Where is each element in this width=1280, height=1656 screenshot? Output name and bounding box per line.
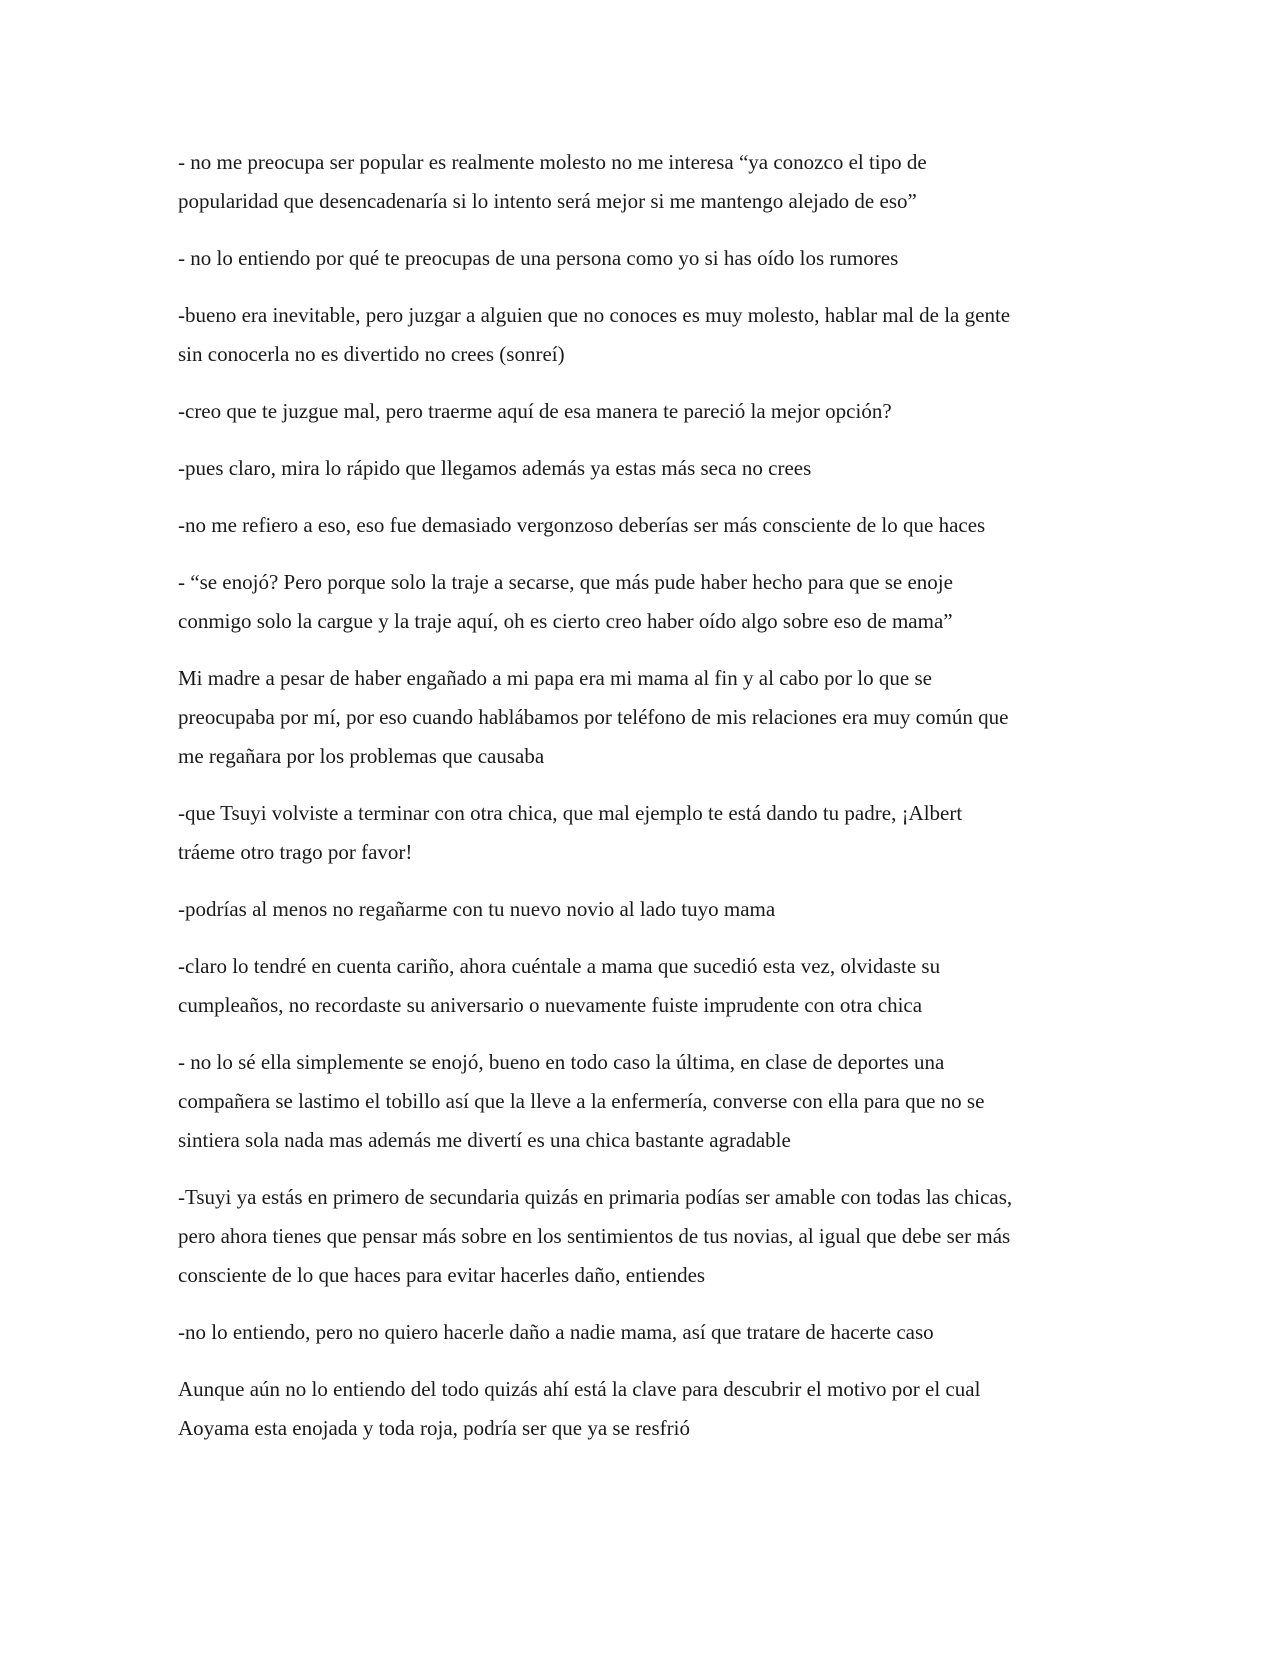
text-line: conmigo solo la cargue y la traje aquí, oh es cierto creo haber oído algo sobre eso de mama” — [178, 609, 953, 633]
text-line: -que Tsuyi volviste a terminar con otra chica, que mal ejemplo te está dando tu padre, ¡Albert — [178, 801, 963, 825]
document-page — [178, 143, 1093, 1466]
paragraph-9 — [178, 794, 1093, 872]
text-line: sintiera sola nada mas además me divertí es una chica bastante agradable — [178, 1128, 791, 1152]
text-line: -bueno era inevitable, pero juzgar a alguien que no conoces es muy molesto, hablar mal de la gente — [178, 303, 1011, 327]
text-line: - “se enojó? Pero porque solo la traje a secarse, que más pude haber hecho para que se enoje — [178, 570, 953, 594]
paragraph-6 — [178, 506, 1093, 545]
paragraph-12 — [178, 1043, 1093, 1160]
text-line: popularidad que desencadenaría si lo intento será mejor si me mantengo alejado de eso” — [178, 189, 917, 213]
paragraph-10 — [178, 890, 1093, 929]
paragraph-4 — [178, 392, 1093, 431]
text-line: -pues claro, mira lo rápido que llegamos además ya estas más seca no crees — [178, 456, 812, 480]
text-line: -no me refiero a eso, eso fue demasiado vergonzoso deberías ser más consciente de lo que haces — [178, 513, 986, 537]
text-line: - no lo entiendo por qué te preocupas de una persona como yo si has oído los rumores — [178, 246, 899, 270]
text-line: sin conocerla no es divertido no crees (sonreí) — [178, 342, 565, 366]
text-line: tráeme otro trago por favor! — [178, 840, 413, 864]
paragraph-7 — [178, 563, 1093, 641]
text-line: preocupaba por mí, por eso cuando hablábamos por teléfono de mis relaciones era muy común que — [178, 705, 1009, 729]
text-line: Aunque aún no lo entiendo del todo quizás ahí está la clave para descubrir el motivo por el cual — [178, 1377, 981, 1401]
text-line: Aoyama esta enojada y toda roja, podría ser que ya se resfrió — [178, 1416, 690, 1440]
text-line: -creo que te juzgue mal, pero traerme aquí de esa manera te pareció la mejor opción? — [178, 399, 892, 423]
text-line: - no lo sé ella simplemente se enojó, bueno en todo caso la última, en clase de deportes una — [178, 1050, 945, 1074]
paragraph-5 — [178, 449, 1093, 488]
paragraph-13 — [178, 1178, 1093, 1295]
paragraph-3 — [178, 296, 1093, 374]
text-line: Mi madre a pesar de haber engañado a mi papa era mi mama al fin y al cabo por lo que se — [178, 666, 932, 690]
paragraph-15 — [178, 1370, 1093, 1448]
text-line: compañera se lastimo el tobillo así que la lleve a la enfermería, converse con ella para que no se — [178, 1089, 985, 1113]
text-line: me regañara por los problemas que causaba — [178, 744, 545, 768]
paragraph-11 — [178, 947, 1093, 1025]
text-line: pero ahora tienes que pensar más sobre en los sentimientos de tus novias, al igual que debe ser más — [178, 1224, 1011, 1248]
text-line: - no me preocupa ser popular es realmente molesto no me interesa “ya conozco el tipo de — [178, 150, 927, 174]
paragraph-1 — [178, 143, 1093, 221]
text-line: -Tsuyi ya estás en primero de secundaria quizás en primaria podías ser amable con todas las chicas, — [178, 1185, 1013, 1209]
text-line: cumpleaños, no recordaste su aniversario o nuevamente fuiste imprudente con otra chica — [178, 993, 923, 1017]
paragraph-2 — [178, 239, 1093, 278]
text-line: -no lo entiendo, pero no quiero hacerle daño a nadie mama, así que tratare de hacerte caso — [178, 1320, 934, 1344]
text-line: -podrías al menos no regañarme con tu nuevo novio al lado tuyo mama — [178, 897, 776, 921]
text-line: consciente de lo que haces para evitar hacerles daño, entiendes — [178, 1263, 706, 1287]
text-line: -claro lo tendré en cuenta cariño, ahora cuéntale a mama que sucedió esta vez, olvidaste su — [178, 954, 941, 978]
paragraph-14 — [178, 1313, 1093, 1352]
paragraph-8 — [178, 659, 1093, 776]
